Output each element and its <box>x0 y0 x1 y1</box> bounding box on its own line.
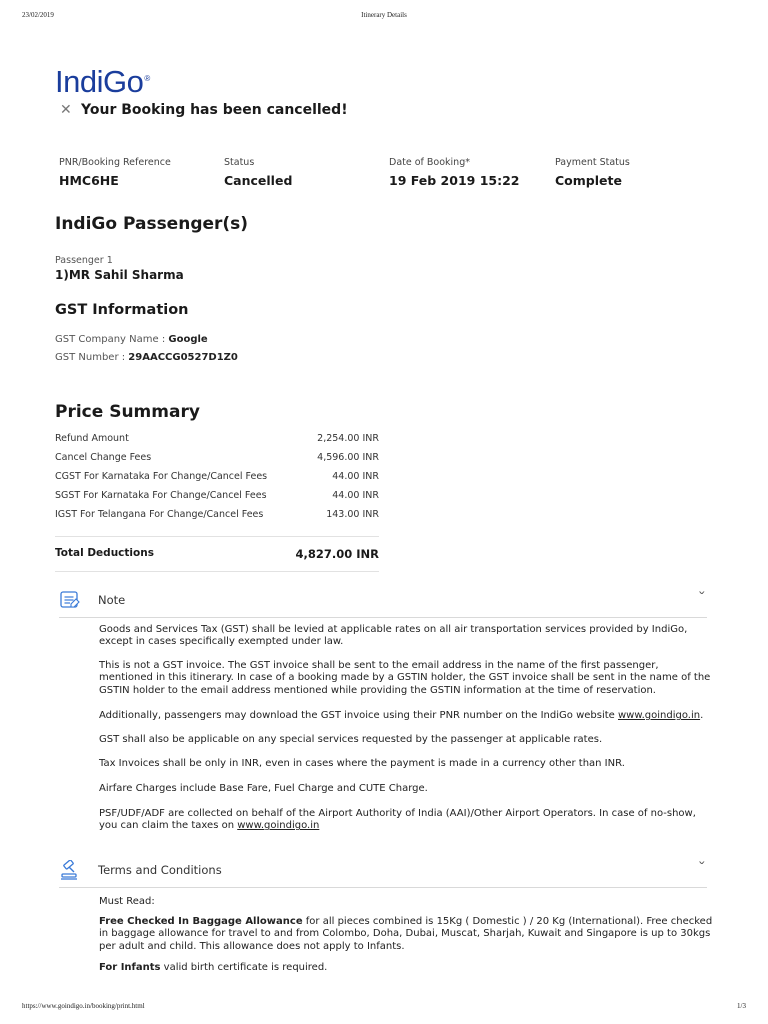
cancel-banner <box>60 102 348 118</box>
price-row <box>55 509 379 528</box>
print-page: 1/3 <box>737 1002 746 1010</box>
price-divider <box>55 536 379 537</box>
price-row-value: 44.00 INR <box>332 471 379 482</box>
gst-number-label: GST Number : <box>55 352 126 363</box>
gst-company-label: GST Company Name : <box>55 334 166 345</box>
price-summary <box>55 433 379 572</box>
price-row-label: Refund Amount <box>55 433 129 444</box>
price-row-value: 44.00 INR <box>332 490 379 501</box>
status-block <box>224 157 292 188</box>
print-date: 23/02/2019 <box>22 11 54 19</box>
goindigo-link[interactable]: www.goindigo.in <box>237 820 320 832</box>
total-label: Total Deductions <box>55 547 154 559</box>
booking-date-value: 19 Feb 2019 15:22 <box>389 173 520 188</box>
price-bottom-divider <box>55 571 379 572</box>
gst-heading: GST Information <box>55 302 189 318</box>
print-url: https://www.goindigo.in/booking/print.html <box>22 1002 145 1010</box>
pnr-value: HMC6HE <box>59 173 119 188</box>
price-row-value: 143.00 INR <box>326 509 379 520</box>
status-label: Status <box>224 157 255 168</box>
note-icon <box>59 590 81 610</box>
cancel-message: Your Booking has been cancelled! <box>81 102 348 118</box>
chevron-down-icon[interactable]: ˅ <box>696 860 706 873</box>
passenger-name: 1)MR Sahil Sharma <box>55 268 184 282</box>
chevron-down-icon[interactable]: ˅ <box>696 590 706 603</box>
price-row <box>55 471 379 490</box>
gst-company <box>55 334 208 345</box>
passenger-label: Passenger 1 <box>55 255 113 266</box>
price-row <box>55 433 379 452</box>
gst-company-value: Google <box>168 334 208 345</box>
terms-baggage <box>99 916 714 953</box>
booking-date-label: Date of Booking* <box>389 157 470 168</box>
gavel-icon <box>59 860 81 880</box>
note-text: . <box>700 710 704 721</box>
payment-label: Payment Status <box>555 157 630 168</box>
price-row <box>55 452 379 471</box>
note-paragraph <box>99 710 714 722</box>
payment-value: Complete <box>555 173 622 188</box>
logo-text: IndiGo <box>55 64 144 99</box>
note-text: PSF/UDF/ADF are collected on behalf of the Airport Authority of India (AAI)/Other Airport Operators. In case of no-show, you can claim the taxes on <box>99 808 696 832</box>
price-row-label: CGST For Karnataka For Change/Cancel Fees <box>55 471 268 482</box>
price-row-value: 4,596.00 INR <box>317 452 379 463</box>
note-text: Additionally, passengers may download the GST invoice using their PNR number on the IndiGo website <box>99 710 618 721</box>
print-title: Itinerary Details <box>361 11 407 19</box>
note-paragraph: Tax Invoices shall be only in INR, even in cases where the payment is made in a currency other than INR. <box>99 758 625 769</box>
terms-must-read: Must Read: <box>99 896 155 907</box>
note-paragraph: GST shall also be applicable on any special services requested by the passenger at applicable rates. <box>99 734 603 745</box>
note-accordion[interactable] <box>59 590 707 618</box>
terms-title: Terms and Conditions <box>98 863 222 877</box>
note-paragraph <box>99 808 714 833</box>
price-row-label: Cancel Change Fees <box>55 452 152 463</box>
price-row-label: SGST For Karnataka For Change/Cancel Fees <box>55 490 267 501</box>
terms-infants <box>99 962 714 974</box>
price-heading: Price Summary <box>55 402 200 422</box>
booking-date-block <box>389 157 520 188</box>
baggage-heading: Free Checked In Baggage Allowance <box>99 916 303 927</box>
registered-mark: ® <box>144 73 150 83</box>
note-title: Note <box>98 593 126 607</box>
status-value: Cancelled <box>224 173 293 188</box>
note-paragraph: Goods and Services Tax (GST) shall be levied at applicable rates on all air transportation services provided by IndiGo, except in cases specifically exempted under law. <box>99 624 688 648</box>
terms-accordion[interactable] <box>59 860 707 888</box>
close-icon: ✕ <box>60 102 72 118</box>
note-paragraph: This is not a GST invoice. The GST invoice shall be sent to the email address in the name of the first passenger, mentioned in this itinerary. In case of a booking made by a GSTIN holder, the GST invoice shall be sent in the name of the GSTIN holder to the email address mentioned while providing the GSTIN information at the time of reservation. <box>99 660 711 696</box>
note-header[interactable] <box>59 590 707 618</box>
note-paragraph: Airfare Charges include Base Fare, Fuel Charge and CUTE Charge. <box>99 783 428 794</box>
gst-number <box>55 352 238 363</box>
passengers-heading: IndiGo Passenger(s) <box>55 214 249 234</box>
infants-text: valid birth certificate is required. <box>160 962 328 973</box>
gst-number-value: 29AACCG0527D1Z0 <box>128 352 238 363</box>
price-row-label: IGST For Telangana For Change/Cancel Fees <box>55 509 264 520</box>
terms-header[interactable] <box>59 860 707 888</box>
pnr-block <box>59 157 171 188</box>
indigo-logo[interactable] <box>55 64 150 100</box>
infants-heading: For Infants <box>99 962 161 973</box>
price-row-value: 2,254.00 INR <box>317 433 379 444</box>
pnr-label: PNR/Booking Reference <box>59 157 171 168</box>
total-value: 4,827.00 INR <box>295 547 379 561</box>
payment-block <box>555 157 630 188</box>
total-row <box>55 547 379 561</box>
goindigo-link[interactable]: www.goindigo.in <box>618 710 701 721</box>
baggage-text: for all pieces combined is 15Kg ( Domestic ) / 20 Kg (International). Free checked in baggage allowance for travel to and from Colombo, Doha, Dubai, Muscat, Sharjah, Kuwait and Singapore is up to 30kgs per adult and child. This allowance does not apply to Infants. <box>99 916 713 952</box>
price-row <box>55 490 379 509</box>
